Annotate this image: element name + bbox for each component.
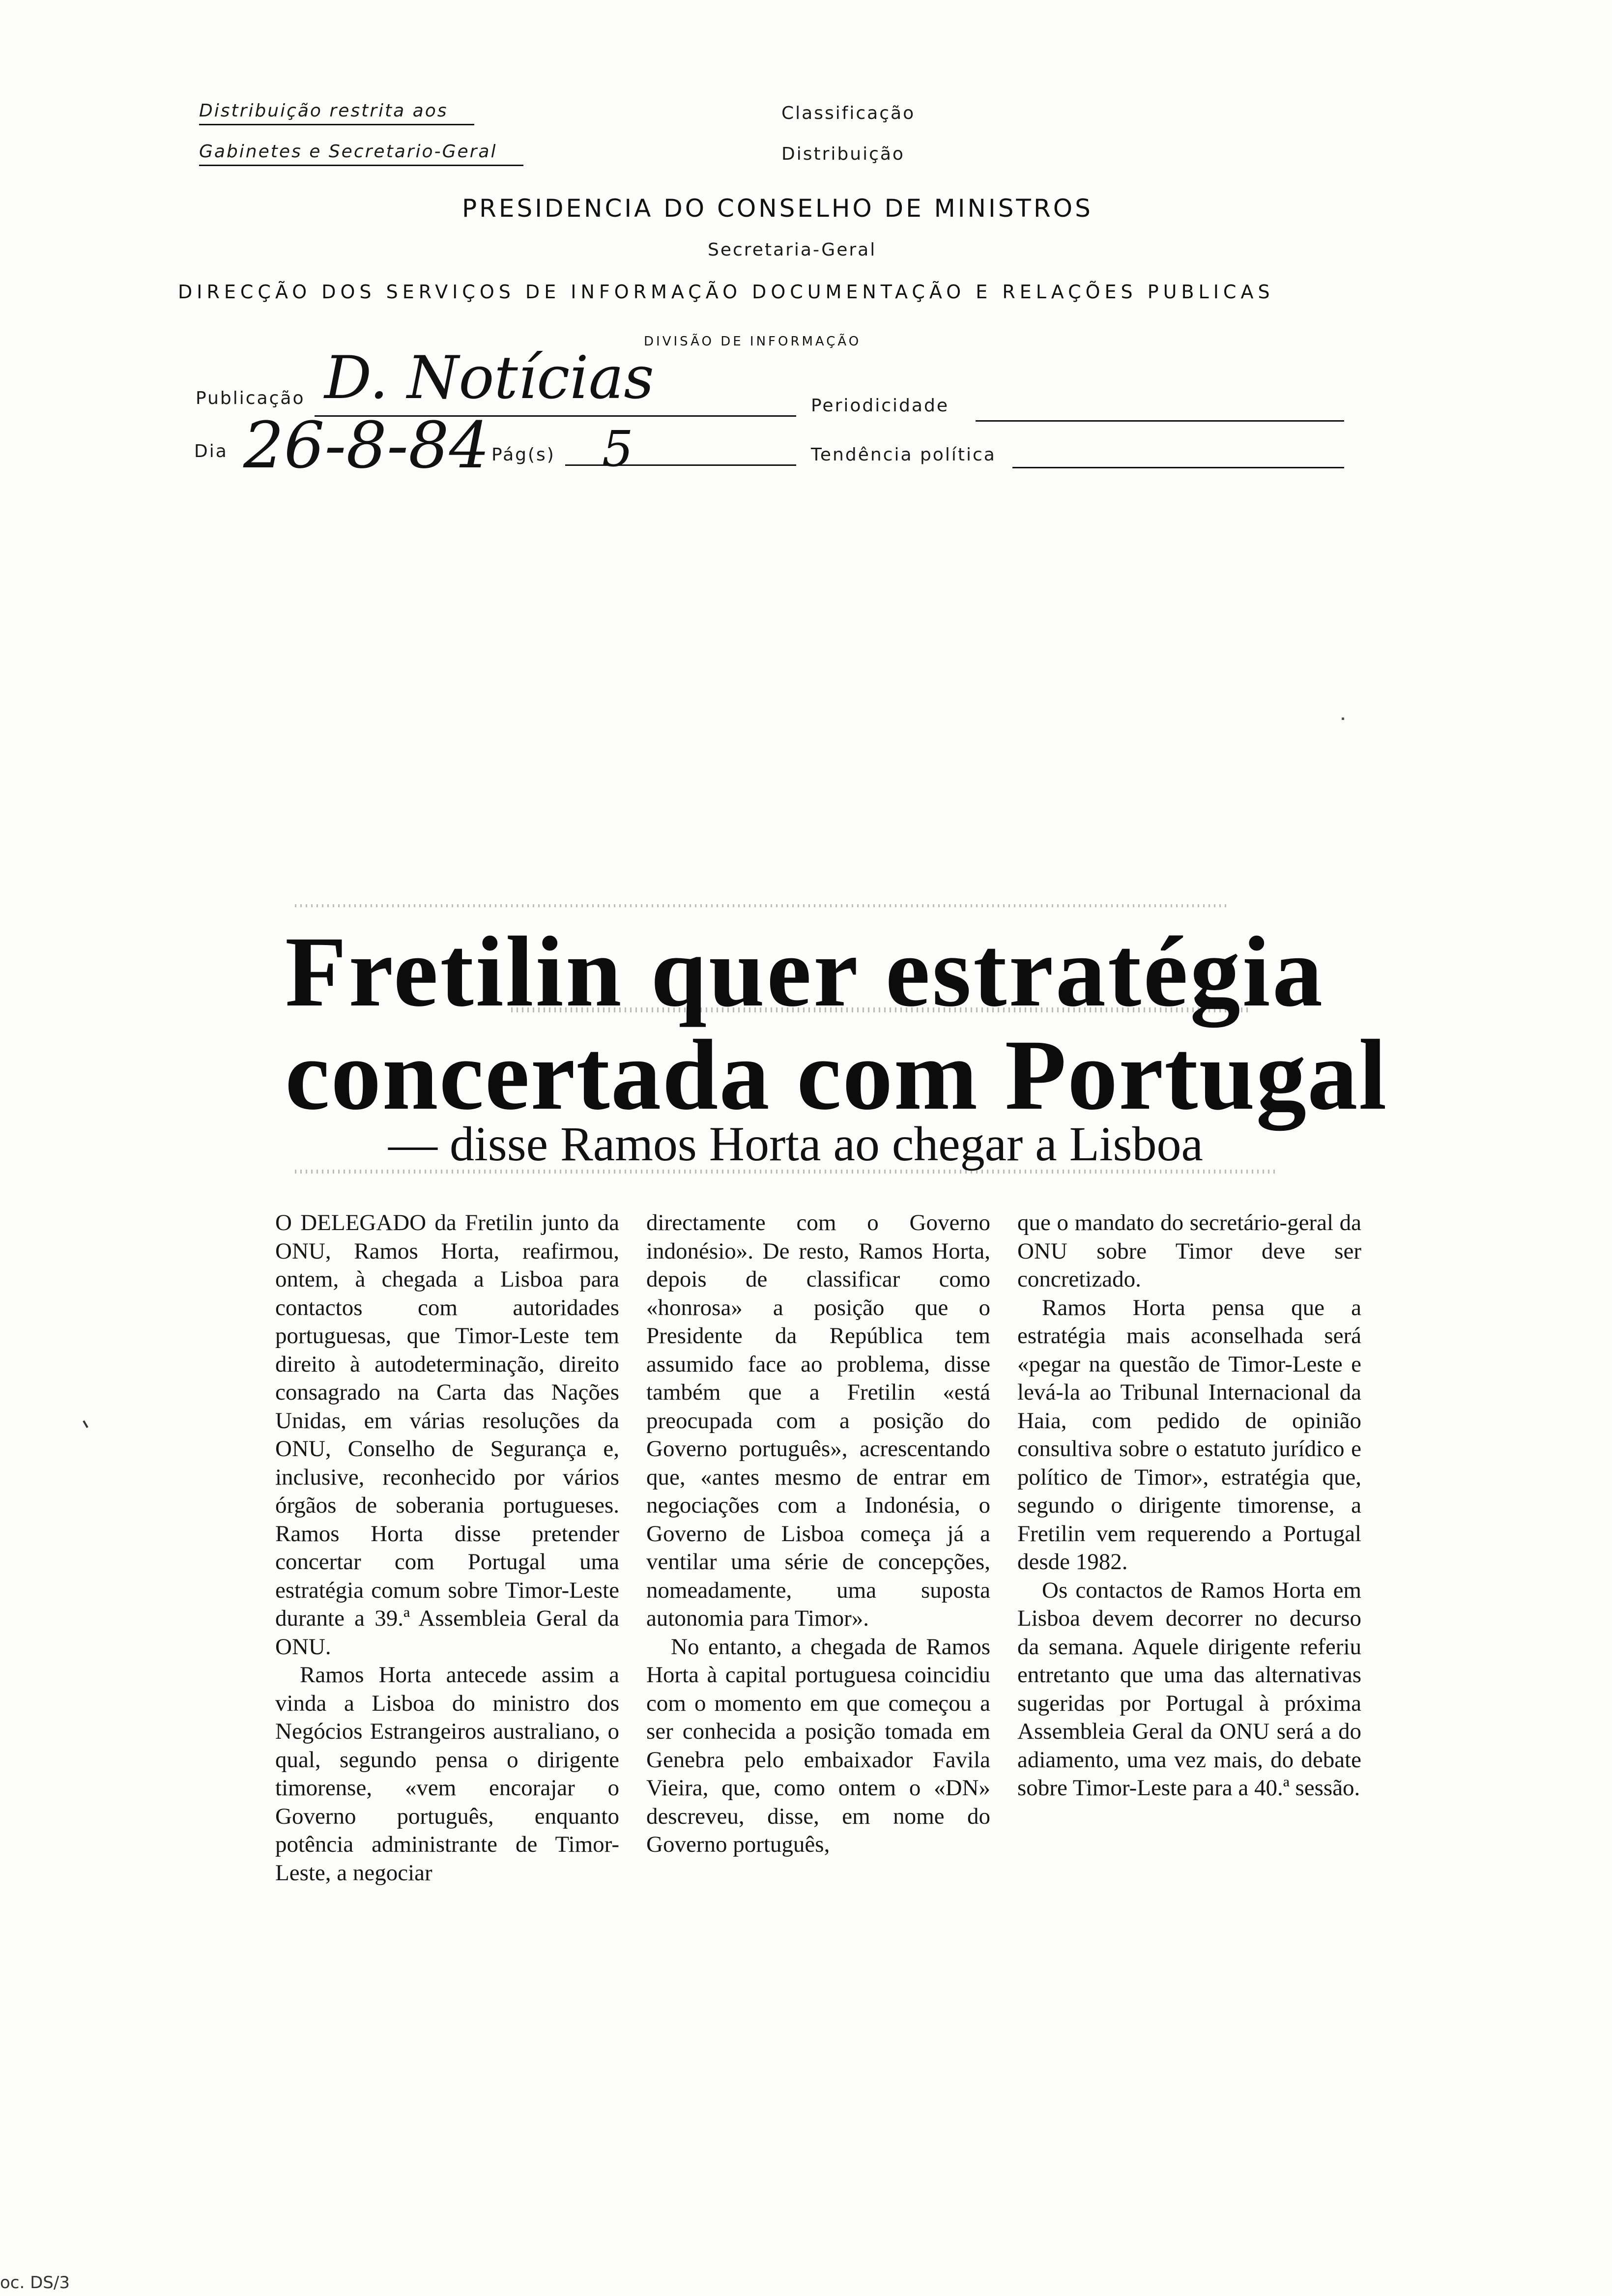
scan-speck <box>1342 718 1344 720</box>
newspaper-clipping <box>265 894 1388 1886</box>
divider <box>199 165 523 166</box>
paragraph: Os contactos de Ramos Horta em Lisboa devem decorrer no decurso da semana. Aquele dirigente referiu entretanto que uma das alternativas sugeridas por Portugal à próxima Assembleia Geral da ONU será a do adiamento, uma vez mais, do debate sobre Timor-Leste para a 40.ª sessão. <box>1017 1577 1361 1801</box>
headline-line-1: Fretilin quer estratégia <box>285 916 1325 1028</box>
paragraph: O DELEGADO da Fretilin junto da ONU, Ramos Horta, reafirmou, ontem, à chegada a Lisboa para contactos com autoridades portuguesas, que Timor-Leste tem direito à autodeterminação, direito consagrado na Carta das Nações Unidas, em várias resoluções da ONU, Conselho de Segurança e, inclusive, reconhecido por vários órgãos de soberania portugueses. Ramos Horta disse pretender concertar com Portugal uma estratégia comum sobre Timor-Leste durante a 39.ª Assembleia Geral da ONU. <box>275 1210 619 1660</box>
distribution-line-2: Gabinetes e Secretario-Geral <box>199 142 497 162</box>
column-3 <box>1017 1209 1361 1803</box>
print-noise <box>295 904 1229 907</box>
dia-label: Dia <box>194 441 228 461</box>
column-1 <box>275 1209 619 1887</box>
dia-value: 26-8-84 <box>243 408 490 483</box>
divider <box>976 420 1344 422</box>
publicacao-value: D. Notícias <box>324 344 654 412</box>
pags-label: Pág(s) <box>491 445 555 465</box>
divider <box>199 124 474 125</box>
headline-line-2: concertada com Portugal <box>285 1019 1388 1131</box>
page-subtitle: Secretaria-Geral <box>708 240 877 260</box>
periodicidade-label: Periodicidade <box>811 396 949 416</box>
direccao-line: DIRECÇÃO DOS SERVIÇOS DE INFORMAÇÃO DOCUMENTAÇÃO E RELAÇÕES PUBLICAS <box>178 281 1274 303</box>
scan-speck <box>83 1420 88 1428</box>
paragraph: Ramos Horta antecede assim a vinda a Lisboa do ministro dos Negócios Estrangeiros australiano, o qual, segundo pensa o dirigente timorense, «vem encorajar o Governo português, enquanto potência administrante de Timor-Leste, a negociar <box>275 1662 619 1886</box>
paragraph: que o mandato do secretário-geral da ONU sobre Timor deve ser concretizado. <box>1017 1210 1361 1292</box>
distribuicao-label: Distribuição <box>781 144 905 164</box>
paragraph: Ramos Horta pensa que a estratégia mais aconselhada será «pegar na questão de Timor-Leste e levá-la ao Tribunal Internacional da Haia, com pedido de opinião consultiva sobre o estatuto jurídico e político de Timor», estratégia que, segundo o dirigente timorense, a Fretilin vem requerendo a Portugal desde 1982. <box>1017 1294 1361 1575</box>
paragraph: No entanto, a chegada de Ramos Horta à capital portuguesa coincidiu com o momento em que começou a ser conhecida a posição tomada em Genebra pelo embaixador Favila Vieira, que, como ontem o «DN» descreveu, disse, em nome do Governo português, <box>646 1634 990 1857</box>
paragraph: directamente com o Governo indonésio». De resto, Ramos Horta, depois de classificar como «honrosa» a posição que o Presidente da República tem assumido face ao problema, disse também que a Fretilin «está preocupada com a posição do Governo português», acrescentando que, «antes mesmo de entrar em negociações com a Indonésia, o Governo de Lisboa começa já a ventilar uma série de concepções, nomeadamente, uma suposta autonomia para Timor». <box>646 1210 990 1631</box>
document-code: oc. DS/3 <box>0 2273 70 2293</box>
classificacao-label: Classificação <box>781 103 916 123</box>
divisao-line: DIVISÃO DE INFORMAÇÃO <box>644 334 862 349</box>
divider <box>1012 467 1344 468</box>
page-title: PRESIDENCIA DO CONSELHO DE MINISTROS <box>462 194 1093 223</box>
publicacao-label: Publicação <box>196 388 305 408</box>
distribution-line-1: Distribuição restrita aos <box>199 101 448 121</box>
subheadline: — disse Ramos Horta ao chegar a Lisboa <box>388 1117 1203 1171</box>
column-2 <box>646 1209 990 1859</box>
divider <box>565 464 796 466</box>
tendencia-label: Tendência política <box>811 445 996 465</box>
pags-value: 5 <box>602 420 633 478</box>
